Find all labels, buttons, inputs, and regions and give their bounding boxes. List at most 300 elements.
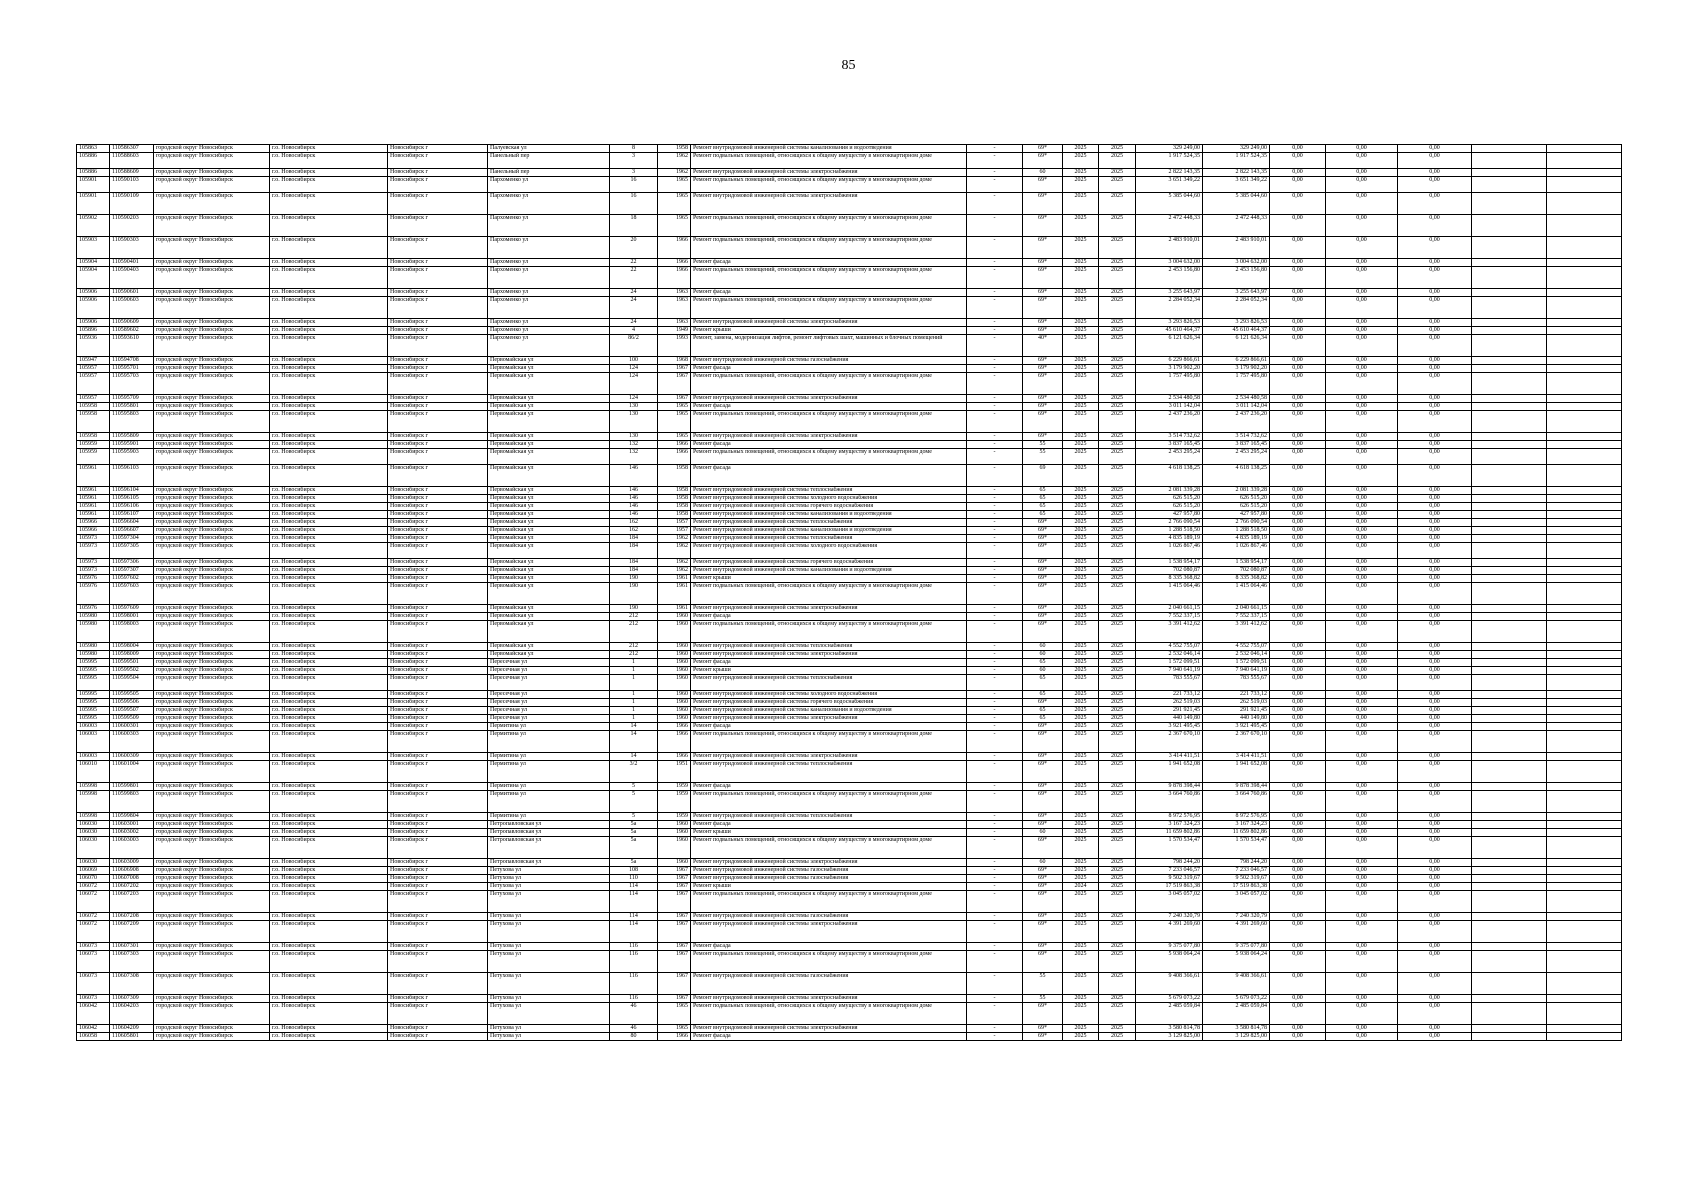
- cell-street: Петухова ул: [488, 1025, 610, 1033]
- table-row: [77, 1025, 1622, 1033]
- cell-total: 3 011 142,04: [1203, 403, 1270, 411]
- cell-z1: 0,00: [1270, 891, 1326, 913]
- table-row: [77, 543, 1622, 559]
- cell-z1: 0,00: [1270, 559, 1326, 567]
- cell-street: Пересечная ул: [488, 699, 610, 707]
- cell-dash: -: [967, 761, 1023, 783]
- table-row: [77, 875, 1622, 883]
- cell-z1: 0,00: [1270, 145, 1326, 153]
- cell-y1: 2025: [1063, 613, 1099, 621]
- cell-y2: 2025: [1099, 215, 1136, 237]
- cell-y2: 2025: [1099, 1033, 1136, 1041]
- cell-norm: 69*: [1023, 1003, 1063, 1025]
- cell-total: 702 080,87: [1203, 567, 1270, 575]
- cell-cost: 9 502 319,67: [1136, 875, 1203, 883]
- cell-municipality: городской округ Новосибирск: [154, 177, 270, 193]
- cell-settlement-short: г.о. Новосибирск: [270, 605, 388, 613]
- cell-cost: 702 080,87: [1136, 567, 1203, 575]
- cell-street: Петухова ул: [488, 995, 610, 1003]
- cell-z2: 0,00: [1326, 215, 1398, 237]
- cell-cost: 440 149,80: [1136, 715, 1203, 723]
- cell-cost: 9 878 398,44: [1136, 783, 1203, 791]
- cell-code: 110597304: [110, 535, 154, 543]
- cell-settlement-short: г.о. Новосибирск: [270, 723, 388, 731]
- cell-y1: 2025: [1063, 441, 1099, 449]
- cell-work: Ремонт внутридомовой инженерной системы газоснабжения: [691, 875, 967, 883]
- cell-house: 132: [610, 449, 658, 465]
- cell-total: 626 515,20: [1203, 503, 1270, 511]
- cell-work: Ремонт крыши: [691, 575, 967, 583]
- cell-empty: [1472, 259, 1547, 267]
- cell-work: Ремонт подвальных помещений, относящихся к общему имуществу в многоквартирном доме: [691, 951, 967, 973]
- cell-id: 106070: [77, 875, 110, 883]
- cell-id: 105976: [77, 605, 110, 613]
- cell-code: 110600309: [110, 753, 154, 761]
- cell-empty: [1547, 783, 1622, 791]
- cell-y2: 2025: [1099, 237, 1136, 259]
- cell-id: 105936: [77, 335, 110, 357]
- cell-total: 1 538 954,17: [1203, 559, 1270, 567]
- cell-empty: [1472, 169, 1547, 177]
- cell-id: 105959: [77, 449, 110, 465]
- cell-z1: 0,00: [1270, 373, 1326, 395]
- cell-cost: 8 335 368,82: [1136, 575, 1203, 583]
- cell-dash: -: [967, 643, 1023, 651]
- cell-z2: 0,00: [1326, 791, 1398, 813]
- cell-y2: 2025: [1099, 837, 1136, 859]
- cell-year: 1960: [658, 691, 691, 699]
- cell-z2: 0,00: [1326, 761, 1398, 783]
- table-row: [77, 621, 1622, 643]
- cell-cost: 3 651 349,22: [1136, 177, 1203, 193]
- table-row: [77, 829, 1622, 837]
- cell-street: Пересечная ул: [488, 675, 610, 691]
- cell-y2: 2025: [1099, 667, 1136, 675]
- cell-z3: 0,00: [1398, 583, 1472, 605]
- cell-year: 1962: [658, 559, 691, 567]
- cell-empty: [1547, 613, 1622, 621]
- cell-z1: 0,00: [1270, 237, 1326, 259]
- cell-house: 20: [610, 237, 658, 259]
- table-row: [77, 411, 1622, 433]
- cell-dash: -: [967, 335, 1023, 357]
- cell-id: 105966: [77, 527, 110, 535]
- cell-z2: 0,00: [1326, 395, 1398, 403]
- cell-total: 3 179 902,20: [1203, 365, 1270, 373]
- cell-y2: 2025: [1099, 651, 1136, 659]
- cell-empty: [1547, 259, 1622, 267]
- cell-y1: 2025: [1063, 177, 1099, 193]
- cell-municipality: городской округ Новосибирск: [154, 319, 270, 327]
- cell-house: 5а: [610, 837, 658, 859]
- cell-code: 110604203: [110, 1003, 154, 1025]
- cell-z2: 0,00: [1326, 373, 1398, 395]
- cell-municipality: городской округ Новосибирск: [154, 583, 270, 605]
- cell-empty: [1472, 753, 1547, 761]
- cell-empty: [1472, 297, 1547, 319]
- cell-work: Ремонт фасада: [691, 441, 967, 449]
- cell-empty: [1547, 699, 1622, 707]
- cell-empty: [1547, 973, 1622, 995]
- cell-cost: 9 375 077,80: [1136, 943, 1203, 951]
- cell-empty: [1472, 543, 1547, 559]
- cell-z2: 0,00: [1326, 403, 1398, 411]
- cell-house: 46: [610, 1025, 658, 1033]
- cell-norm: 69*: [1023, 357, 1063, 365]
- cell-cost: 3 391 412,62: [1136, 621, 1203, 643]
- cell-y1: 2025: [1063, 527, 1099, 535]
- cell-id: 105966: [77, 519, 110, 527]
- cell-z3: 0,00: [1398, 373, 1472, 395]
- cell-z3: 0,00: [1398, 535, 1472, 543]
- cell-norm: 69*: [1023, 527, 1063, 535]
- cell-house: 116: [610, 995, 658, 1003]
- cell-municipality: городской округ Новосибирск: [154, 723, 270, 731]
- cell-z2: 0,00: [1326, 527, 1398, 535]
- cell-dash: -: [967, 267, 1023, 289]
- cell-y2: 2025: [1099, 543, 1136, 559]
- cell-id: 105901: [77, 193, 110, 215]
- cell-z2: 0,00: [1326, 327, 1398, 335]
- cell-empty: [1472, 441, 1547, 449]
- cell-house: 212: [610, 621, 658, 643]
- cell-settlement-short: г.о. Новосибирск: [270, 913, 388, 921]
- cell-empty: [1472, 829, 1547, 837]
- cell-total: 9 375 077,80: [1203, 943, 1270, 951]
- cell-code: 110596607: [110, 527, 154, 535]
- cell-y2: 2025: [1099, 753, 1136, 761]
- cell-y2: 2025: [1099, 995, 1136, 1003]
- cell-street: Пархоменко ул: [488, 177, 610, 193]
- cell-code: 110590401: [110, 259, 154, 267]
- cell-y2: 2025: [1099, 449, 1136, 465]
- cell-dash: -: [967, 723, 1023, 731]
- cell-settlement-short: г.о. Новосибирск: [270, 267, 388, 289]
- cell-y1: 2025: [1063, 643, 1099, 651]
- cell-z2: 0,00: [1326, 335, 1398, 357]
- cell-norm: 69*: [1023, 327, 1063, 335]
- cell-street: Первомайская ул: [488, 441, 610, 449]
- cell-z3: 0,00: [1398, 837, 1472, 859]
- cell-year: 1966: [658, 259, 691, 267]
- cell-work: Ремонт внутридомовой инженерной системы теплоснабжения: [691, 535, 967, 543]
- cell-cost: 4 391 269,60: [1136, 921, 1203, 943]
- cell-cost: 3 514 732,62: [1136, 433, 1203, 441]
- cell-z2: 0,00: [1326, 193, 1398, 215]
- cell-code: 110603002: [110, 829, 154, 837]
- cell-id: 105961: [77, 487, 110, 495]
- cell-work: Ремонт подвальных помещений, относящихся к общему имуществу в многоквартирном доме: [691, 837, 967, 859]
- cell-city: Новосибирск г: [388, 691, 488, 699]
- cell-y1: 2025: [1063, 691, 1099, 699]
- cell-dash: -: [967, 667, 1023, 675]
- cell-year: 1967: [658, 973, 691, 995]
- cell-empty: [1547, 951, 1622, 973]
- cell-id: 105973: [77, 567, 110, 575]
- cell-total: 2 483 910,01: [1203, 237, 1270, 259]
- cell-z1: 0,00: [1270, 433, 1326, 441]
- cell-norm: 69*: [1023, 621, 1063, 643]
- cell-year: 1967: [658, 373, 691, 395]
- cell-year: 1959: [658, 783, 691, 791]
- cell-norm: 69*: [1023, 193, 1063, 215]
- cell-id: 106073: [77, 951, 110, 973]
- cell-z2: 0,00: [1326, 237, 1398, 259]
- cell-norm: 69*: [1023, 1025, 1063, 1033]
- cell-empty: [1472, 1033, 1547, 1041]
- cell-id: 105906: [77, 289, 110, 297]
- cell-house: 184: [610, 559, 658, 567]
- cell-municipality: городской округ Новосибирск: [154, 891, 270, 913]
- cell-total: 5 385 044,60: [1203, 193, 1270, 215]
- cell-total: 2 040 661,15: [1203, 605, 1270, 613]
- cell-house: 184: [610, 535, 658, 543]
- cell-z3: 0,00: [1398, 883, 1472, 891]
- cell-house: 212: [610, 643, 658, 651]
- cell-norm: 69*: [1023, 237, 1063, 259]
- cell-year: 1960: [658, 613, 691, 621]
- cell-house: 184: [610, 543, 658, 559]
- cell-settlement-short: г.о. Новосибирск: [270, 891, 388, 913]
- cell-city: Новосибирск г: [388, 791, 488, 813]
- cell-house: 146: [610, 495, 658, 503]
- cell-y2: 2025: [1099, 373, 1136, 395]
- table-row: [77, 791, 1622, 813]
- cell-year: 1961: [658, 605, 691, 613]
- cell-z3: 0,00: [1398, 643, 1472, 651]
- cell-z3: 0,00: [1398, 859, 1472, 867]
- cell-settlement-short: г.о. Новосибирск: [270, 169, 388, 177]
- cell-total: 783 555,67: [1203, 675, 1270, 691]
- cell-year: 1966: [658, 441, 691, 449]
- cell-city: Новосибирск г: [388, 527, 488, 535]
- cell-z1: 0,00: [1270, 411, 1326, 433]
- cell-dash: -: [967, 837, 1023, 859]
- cell-id: 105957: [77, 373, 110, 395]
- cell-street: Первомайская ул: [488, 575, 610, 583]
- cell-empty: [1472, 821, 1547, 829]
- cell-cost: 7 552 337,15: [1136, 613, 1203, 621]
- cell-city: Новосибирск г: [388, 441, 488, 449]
- cell-y2: 2025: [1099, 335, 1136, 357]
- cell-settlement-short: г.о. Новосибирск: [270, 259, 388, 267]
- cell-city: Новосибирск г: [388, 543, 488, 559]
- cell-street: Пермитина ул: [488, 791, 610, 813]
- table-row: [77, 441, 1622, 449]
- cell-cost: 783 555,67: [1136, 675, 1203, 691]
- cell-house: 3/2: [610, 761, 658, 783]
- cell-work: Ремонт внутридомовой инженерной системы горячего водоснабжения: [691, 503, 967, 511]
- cell-empty: [1472, 465, 1547, 487]
- cell-z2: 0,00: [1326, 433, 1398, 441]
- cell-id: 106003: [77, 731, 110, 753]
- cell-empty: [1472, 575, 1547, 583]
- cell-work: Ремонт подвальных помещений, относящихся к общему имуществу в многоквартирном доме: [691, 373, 967, 395]
- cell-z3: 0,00: [1398, 575, 1472, 583]
- cell-settlement-short: г.о. Новосибирск: [270, 761, 388, 783]
- cell-house: 1: [610, 675, 658, 691]
- table-row: [77, 153, 1622, 169]
- cell-y2: 2025: [1099, 319, 1136, 327]
- cell-municipality: городской округ Новосибирск: [154, 1033, 270, 1041]
- cell-z1: 0,00: [1270, 583, 1326, 605]
- cell-z3: 0,00: [1398, 1025, 1472, 1033]
- cell-empty: [1547, 643, 1622, 651]
- cell-year: 1962: [658, 153, 691, 169]
- cell-city: Новосибирск г: [388, 813, 488, 821]
- table-row: [77, 145, 1622, 153]
- cell-municipality: городской округ Новосибирск: [154, 995, 270, 1003]
- cell-settlement-short: г.о. Новосибирск: [270, 237, 388, 259]
- cell-code: 110595703: [110, 373, 154, 395]
- cell-dash: -: [967, 951, 1023, 973]
- cell-city: Новосибирск г: [388, 753, 488, 761]
- cell-code: 110597305: [110, 543, 154, 559]
- table-row: [77, 723, 1622, 731]
- cell-y2: 2025: [1099, 691, 1136, 699]
- cell-norm: 65: [1023, 691, 1063, 699]
- cell-house: 86/2: [610, 335, 658, 357]
- cell-z1: 0,00: [1270, 543, 1326, 559]
- cell-empty: [1547, 621, 1622, 643]
- cell-house: 116: [610, 943, 658, 951]
- cell-z3: 0,00: [1398, 559, 1472, 567]
- cell-empty: [1547, 829, 1622, 837]
- cell-work: Ремонт подвальных помещений, относящихся к общему имуществу в многоквартирном доме: [691, 891, 967, 913]
- cell-total: 1 757 495,80: [1203, 373, 1270, 395]
- table-row: [77, 951, 1622, 973]
- cell-total: 1 415 064,46: [1203, 583, 1270, 605]
- cell-cost: 2 284 052,34: [1136, 297, 1203, 319]
- cell-total: 2 532 046,14: [1203, 651, 1270, 659]
- cell-empty: [1472, 715, 1547, 723]
- cell-y1: 2025: [1063, 357, 1099, 365]
- cell-empty: [1547, 449, 1622, 465]
- cell-z1: 0,00: [1270, 913, 1326, 921]
- cell-z2: 0,00: [1326, 675, 1398, 691]
- cell-z3: 0,00: [1398, 943, 1472, 951]
- table-row: [77, 395, 1622, 403]
- cell-empty: [1472, 783, 1547, 791]
- cell-settlement-short: г.о. Новосибирск: [270, 575, 388, 583]
- cell-z1: 0,00: [1270, 783, 1326, 791]
- cell-municipality: городской округ Новосибирск: [154, 715, 270, 723]
- cell-y1: 2025: [1063, 707, 1099, 715]
- cell-dash: -: [967, 613, 1023, 621]
- cell-settlement-short: г.о. Новосибирск: [270, 973, 388, 995]
- cell-settlement-short: г.о. Новосибирск: [270, 503, 388, 511]
- cell-z1: 0,00: [1270, 441, 1326, 449]
- cell-code: 110595903: [110, 449, 154, 465]
- cell-cost: 3 255 643,97: [1136, 289, 1203, 297]
- cell-dash: -: [967, 145, 1023, 153]
- cell-cost: 1 757 495,80: [1136, 373, 1203, 395]
- cell-total: 626 515,20: [1203, 495, 1270, 503]
- cell-z2: 0,00: [1326, 1033, 1398, 1041]
- cell-z2: 0,00: [1326, 365, 1398, 373]
- cell-y2: 2025: [1099, 487, 1136, 495]
- cell-z2: 0,00: [1326, 913, 1398, 921]
- cell-z2: 0,00: [1326, 1003, 1398, 1025]
- cell-street: Первомайская ул: [488, 643, 610, 651]
- cell-y2: 2025: [1099, 365, 1136, 373]
- cell-city: Новосибирск г: [388, 327, 488, 335]
- cell-house: 1: [610, 691, 658, 699]
- cell-total: 6 121 626,34: [1203, 335, 1270, 357]
- cell-year: 1967: [658, 891, 691, 913]
- cell-empty: [1547, 651, 1622, 659]
- cell-empty: [1472, 667, 1547, 675]
- cell-z1: 0,00: [1270, 723, 1326, 731]
- cell-y1: 2025: [1063, 1033, 1099, 1041]
- cell-house: 146: [610, 487, 658, 495]
- cell-norm: 69*: [1023, 177, 1063, 193]
- cell-street: Петухова ул: [488, 867, 610, 875]
- cell-z3: 0,00: [1398, 145, 1472, 153]
- cell-work: Ремонт крыши: [691, 829, 967, 837]
- cell-code: 110588603: [110, 153, 154, 169]
- cell-settlement-short: г.о. Новосибирск: [270, 1003, 388, 1025]
- cell-city: Новосибирск г: [388, 519, 488, 527]
- cell-street: Петухова ул: [488, 891, 610, 913]
- cell-cost: 6 121 626,34: [1136, 335, 1203, 357]
- cell-cost: 3 921 495,45: [1136, 723, 1203, 731]
- cell-city: Новосибирск г: [388, 267, 488, 289]
- cell-z3: 0,00: [1398, 691, 1472, 699]
- cell-settlement-short: г.о. Новосибирск: [270, 543, 388, 559]
- cell-dash: -: [967, 921, 1023, 943]
- cell-cost: 1 026 867,46: [1136, 543, 1203, 559]
- cell-street: Петухова ул: [488, 1003, 610, 1025]
- cell-z1: 0,00: [1270, 465, 1326, 487]
- cell-z2: 0,00: [1326, 667, 1398, 675]
- cell-y2: 2025: [1099, 289, 1136, 297]
- cell-house: 18: [610, 215, 658, 237]
- cell-z1: 0,00: [1270, 259, 1326, 267]
- cell-work: Ремонт внутридомовой инженерной системы горячего водоснабжения: [691, 559, 967, 567]
- cell-cost: 3 837 165,45: [1136, 441, 1203, 449]
- cell-settlement-short: г.о. Новосибирск: [270, 859, 388, 867]
- cell-code: 110603003: [110, 837, 154, 859]
- cell-work: Ремонт крыши: [691, 327, 967, 335]
- table-row: [77, 943, 1622, 951]
- cell-norm: 69*: [1023, 267, 1063, 289]
- cell-year: 1958: [658, 465, 691, 487]
- cell-street: Пересечная ул: [488, 691, 610, 699]
- cell-id: 106072: [77, 883, 110, 891]
- cell-y1: 2025: [1063, 829, 1099, 837]
- cell-y2: 2025: [1099, 193, 1136, 215]
- repair-register-table: [76, 144, 1622, 1041]
- cell-id: 106073: [77, 995, 110, 1003]
- cell-dash: -: [967, 441, 1023, 449]
- cell-empty: [1547, 177, 1622, 193]
- cell-y2: 2025: [1099, 913, 1136, 921]
- cell-z1: 0,00: [1270, 1003, 1326, 1025]
- cell-house: 3: [610, 153, 658, 169]
- cell-year: 1958: [658, 487, 691, 495]
- cell-dash: -: [967, 605, 1023, 613]
- cell-code: 110590601: [110, 289, 154, 297]
- cell-dash: -: [967, 859, 1023, 867]
- cell-y1: 2025: [1063, 921, 1099, 943]
- cell-cost: 4 618 138,25: [1136, 465, 1203, 487]
- cell-municipality: городской округ Новосибирск: [154, 357, 270, 365]
- cell-settlement-short: г.о. Новосибирск: [270, 411, 388, 433]
- cell-house: 116: [610, 951, 658, 973]
- cell-z2: 0,00: [1326, 487, 1398, 495]
- cell-z2: 0,00: [1326, 883, 1398, 891]
